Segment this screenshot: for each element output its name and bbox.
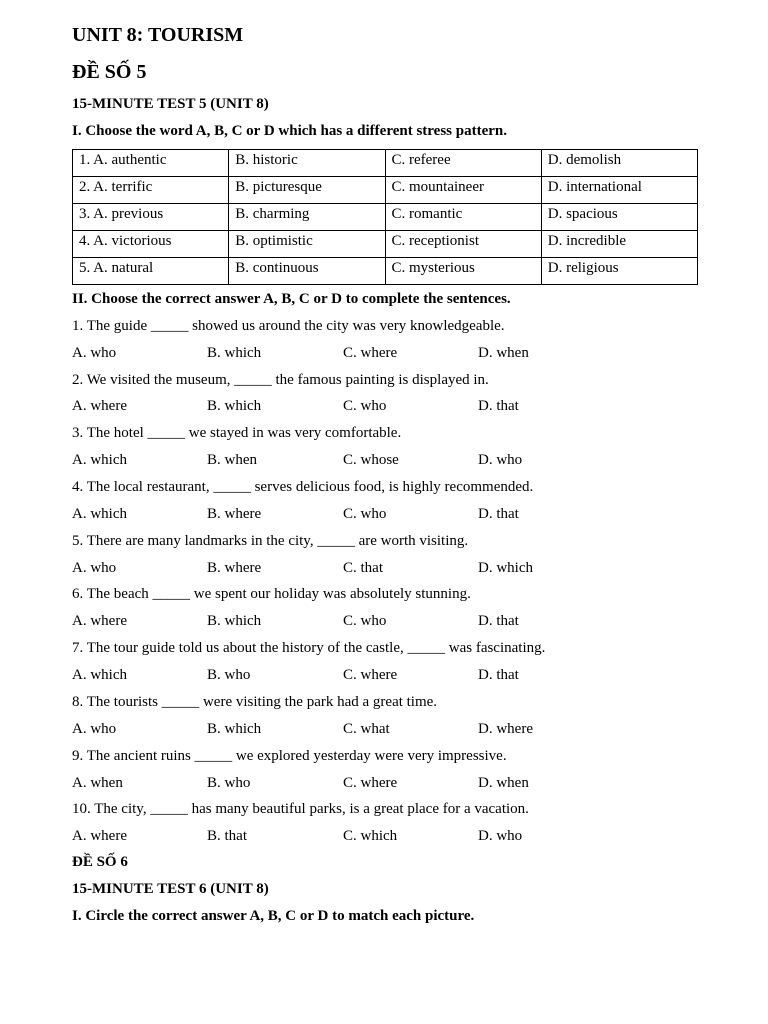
question-options xyxy=(72,398,698,418)
table-cell: C. referee xyxy=(385,150,541,177)
option-c: C. who xyxy=(343,398,387,414)
table-row xyxy=(73,177,698,204)
option-a: A. which xyxy=(72,506,127,522)
question-text: 3. The hotel _____ we stayed in was very comfortable. xyxy=(72,425,402,441)
question-text: 9. The ancient ruins _____ we explored yesterday were very impressive. xyxy=(72,748,507,764)
table-row xyxy=(73,258,698,285)
test6-de-so: ĐỀ SỐ 6 xyxy=(72,854,128,870)
option-b: B. who xyxy=(207,667,251,683)
table-cell: D. incredible xyxy=(541,231,697,258)
option-a: A. which xyxy=(72,452,127,468)
stress-pattern-table xyxy=(72,149,698,285)
option-b: B. who xyxy=(207,775,251,791)
question-text: 10. The city, _____ has many beautiful parks, is a great place for a vacation. xyxy=(72,801,529,817)
option-d: D. when xyxy=(478,775,529,791)
option-d: D. which xyxy=(478,560,533,576)
option-c: C. who xyxy=(343,613,387,629)
option-c: C. what xyxy=(343,721,390,737)
question-options xyxy=(72,452,698,472)
question-options xyxy=(72,667,698,687)
option-b: B. which xyxy=(207,345,262,361)
table-cell: C. mysterious xyxy=(385,258,541,285)
option-c: C. which xyxy=(343,828,398,844)
option-a: A. who xyxy=(72,560,117,576)
table-cell: 3. A. previous xyxy=(73,204,229,231)
question-text: 5. There are many landmarks in the city, _____ are worth visiting. xyxy=(72,533,469,549)
option-c: C. where xyxy=(343,667,398,683)
option-d: D. where xyxy=(478,721,533,737)
option-a: A. who xyxy=(72,345,117,361)
table-cell: B. optimistic xyxy=(229,231,385,258)
question-text: 7. The tour guide told us about the history of the castle, _____ was fascinating. xyxy=(72,640,546,656)
option-c: C. where xyxy=(343,345,398,361)
table-cell: 5. A. natural xyxy=(73,258,229,285)
option-b: B. that xyxy=(207,828,247,844)
option-d: D. when xyxy=(478,345,529,361)
question-options xyxy=(72,828,698,848)
table-cell: D. demolish xyxy=(541,150,697,177)
option-a: A. where xyxy=(72,613,127,629)
table-cell: B. historic xyxy=(229,150,385,177)
table-cell: 4. A. victorious xyxy=(73,231,229,258)
table-cell: B. continuous xyxy=(229,258,385,285)
test5-title: 15-MINUTE TEST 5 (UNIT 8) xyxy=(72,96,269,112)
option-d: D. that xyxy=(478,506,519,522)
option-a: A. where xyxy=(72,828,127,844)
question-options xyxy=(72,345,698,365)
question-text: 1. The guide _____ showed us around the city was very knowledgeable. xyxy=(72,318,505,334)
question-options xyxy=(72,506,698,526)
table-cell: B. charming xyxy=(229,204,385,231)
question-options xyxy=(72,775,698,795)
test6-title: 15-MINUTE TEST 6 (UNIT 8) xyxy=(72,881,269,897)
question-text: 2. We visited the museum, _____ the famous painting is displayed in. xyxy=(72,372,489,388)
table-cell: D. international xyxy=(541,177,697,204)
table-cell: 1. A. authentic xyxy=(73,150,229,177)
table-cell: D. spacious xyxy=(541,204,697,231)
table-row xyxy=(73,150,698,177)
test6-part1-heading: I. Circle the correct answer A, B, C or D to match each picture. xyxy=(72,908,475,924)
test5-part1-heading: I. Choose the word A, B, C or D which has a different stress pattern. xyxy=(72,123,507,139)
table-cell: C. mountaineer xyxy=(385,177,541,204)
question-options xyxy=(72,613,698,633)
option-a: A. where xyxy=(72,398,127,414)
option-d: D. that xyxy=(478,667,519,683)
option-d: D. who xyxy=(478,828,523,844)
option-b: B. which xyxy=(207,398,262,414)
option-d: D. that xyxy=(478,398,519,414)
option-b: B. which xyxy=(207,721,262,737)
table-row xyxy=(73,204,698,231)
option-b: B. where xyxy=(207,506,262,522)
table-cell: C. romantic xyxy=(385,204,541,231)
test5-de-so: ĐỀ SỐ 5 xyxy=(72,61,147,83)
option-a: A. which xyxy=(72,667,127,683)
option-a: A. when xyxy=(72,775,123,791)
option-b: B. when xyxy=(207,452,257,468)
table-cell: B. picturesque xyxy=(229,177,385,204)
unit-title: UNIT 8: TOURISM xyxy=(72,24,244,46)
table-cell: C. receptionist xyxy=(385,231,541,258)
option-b: B. which xyxy=(207,613,262,629)
option-d: D. that xyxy=(478,613,519,629)
question-options xyxy=(72,560,698,580)
question-text: 8. The tourists _____ were visiting the park had a great time. xyxy=(72,694,438,710)
table-row xyxy=(73,231,698,258)
option-c: C. whose xyxy=(343,452,399,468)
option-c: C. where xyxy=(343,775,398,791)
option-b: B. where xyxy=(207,560,262,576)
test5-part2-heading: II. Choose the correct answer A, B, C or D to complete the sentences. xyxy=(72,291,511,307)
question-text: 6. The beach _____ we spent our holiday was absolutely stunning. xyxy=(72,586,471,602)
option-c: C. who xyxy=(343,506,387,522)
option-c: C. that xyxy=(343,560,383,576)
option-d: D. who xyxy=(478,452,523,468)
question-text: 4. The local restaurant, _____ serves delicious food, is highly recommended. xyxy=(72,479,534,495)
question-options xyxy=(72,721,698,741)
table-cell: 2. A. terrific xyxy=(73,177,229,204)
table-cell: D. religious xyxy=(541,258,697,285)
option-a: A. who xyxy=(72,721,117,737)
